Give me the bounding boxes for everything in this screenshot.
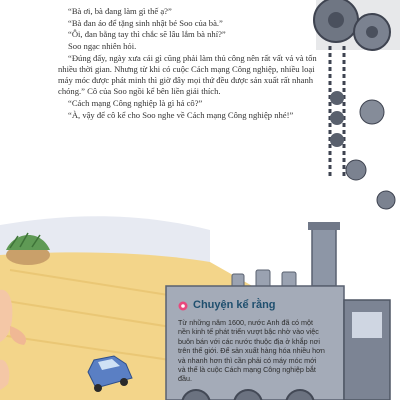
- story-paragraph: “Đúng đấy, ngày xưa cái gì cũng phải làm thủ công nên rất vất vả và tốn nhiều thời gian. Nhưng từ khi có cuộc Cách mạng Công nghiệp, nhiều loại máy móc được phát minh thì giờ đây mọi thứ đều được sản xuất rất nhanh chóng.” Cô của Soo ngồi kể bên liền giải thích.: [58, 52, 317, 97]
- story-paragraph: “Bà đan áo để tặng sinh nhật bé Soo của bà.”: [68, 17, 223, 28]
- gear-icon: [178, 301, 188, 311]
- story-text: [58, 6, 320, 122]
- story-paragraph: “Bà ơi, bà đang làm gì thế ạ?”: [68, 6, 172, 16]
- story-paragraph: “À, vậy để cô kể cho Soo nghe về Cách mạng Công nghiệp nhé!”: [68, 109, 294, 120]
- info-box-title: Chuyện kể rằng: [193, 299, 276, 311]
- info-box-body: Từ những năm 1600, nước Anh đã có một nền kinh tế phát triển vượt bậc nhờ vào việc buôn bán với các nước thuộc địa ở khắp nơi trên thế giới. Để sản xuất hàng hóa nhiều hơn và nhanh hơn thì cần phải có máy móc mới và thế là cuộc Cách mạng Công nghiệp bắt đầu.: [178, 318, 325, 384]
- gear-machine: [314, 0, 400, 209]
- story-paragraph: “Cách mạng Công nghiệp là gì hả cô?”: [68, 98, 203, 109]
- story-paragraph: “Ôi, đan bằng tay thì chắc sẽ lâu lắm bà nhỉ?”: [68, 29, 226, 40]
- story-paragraph: Soo ngạc nhiên hỏi.: [68, 41, 137, 52]
